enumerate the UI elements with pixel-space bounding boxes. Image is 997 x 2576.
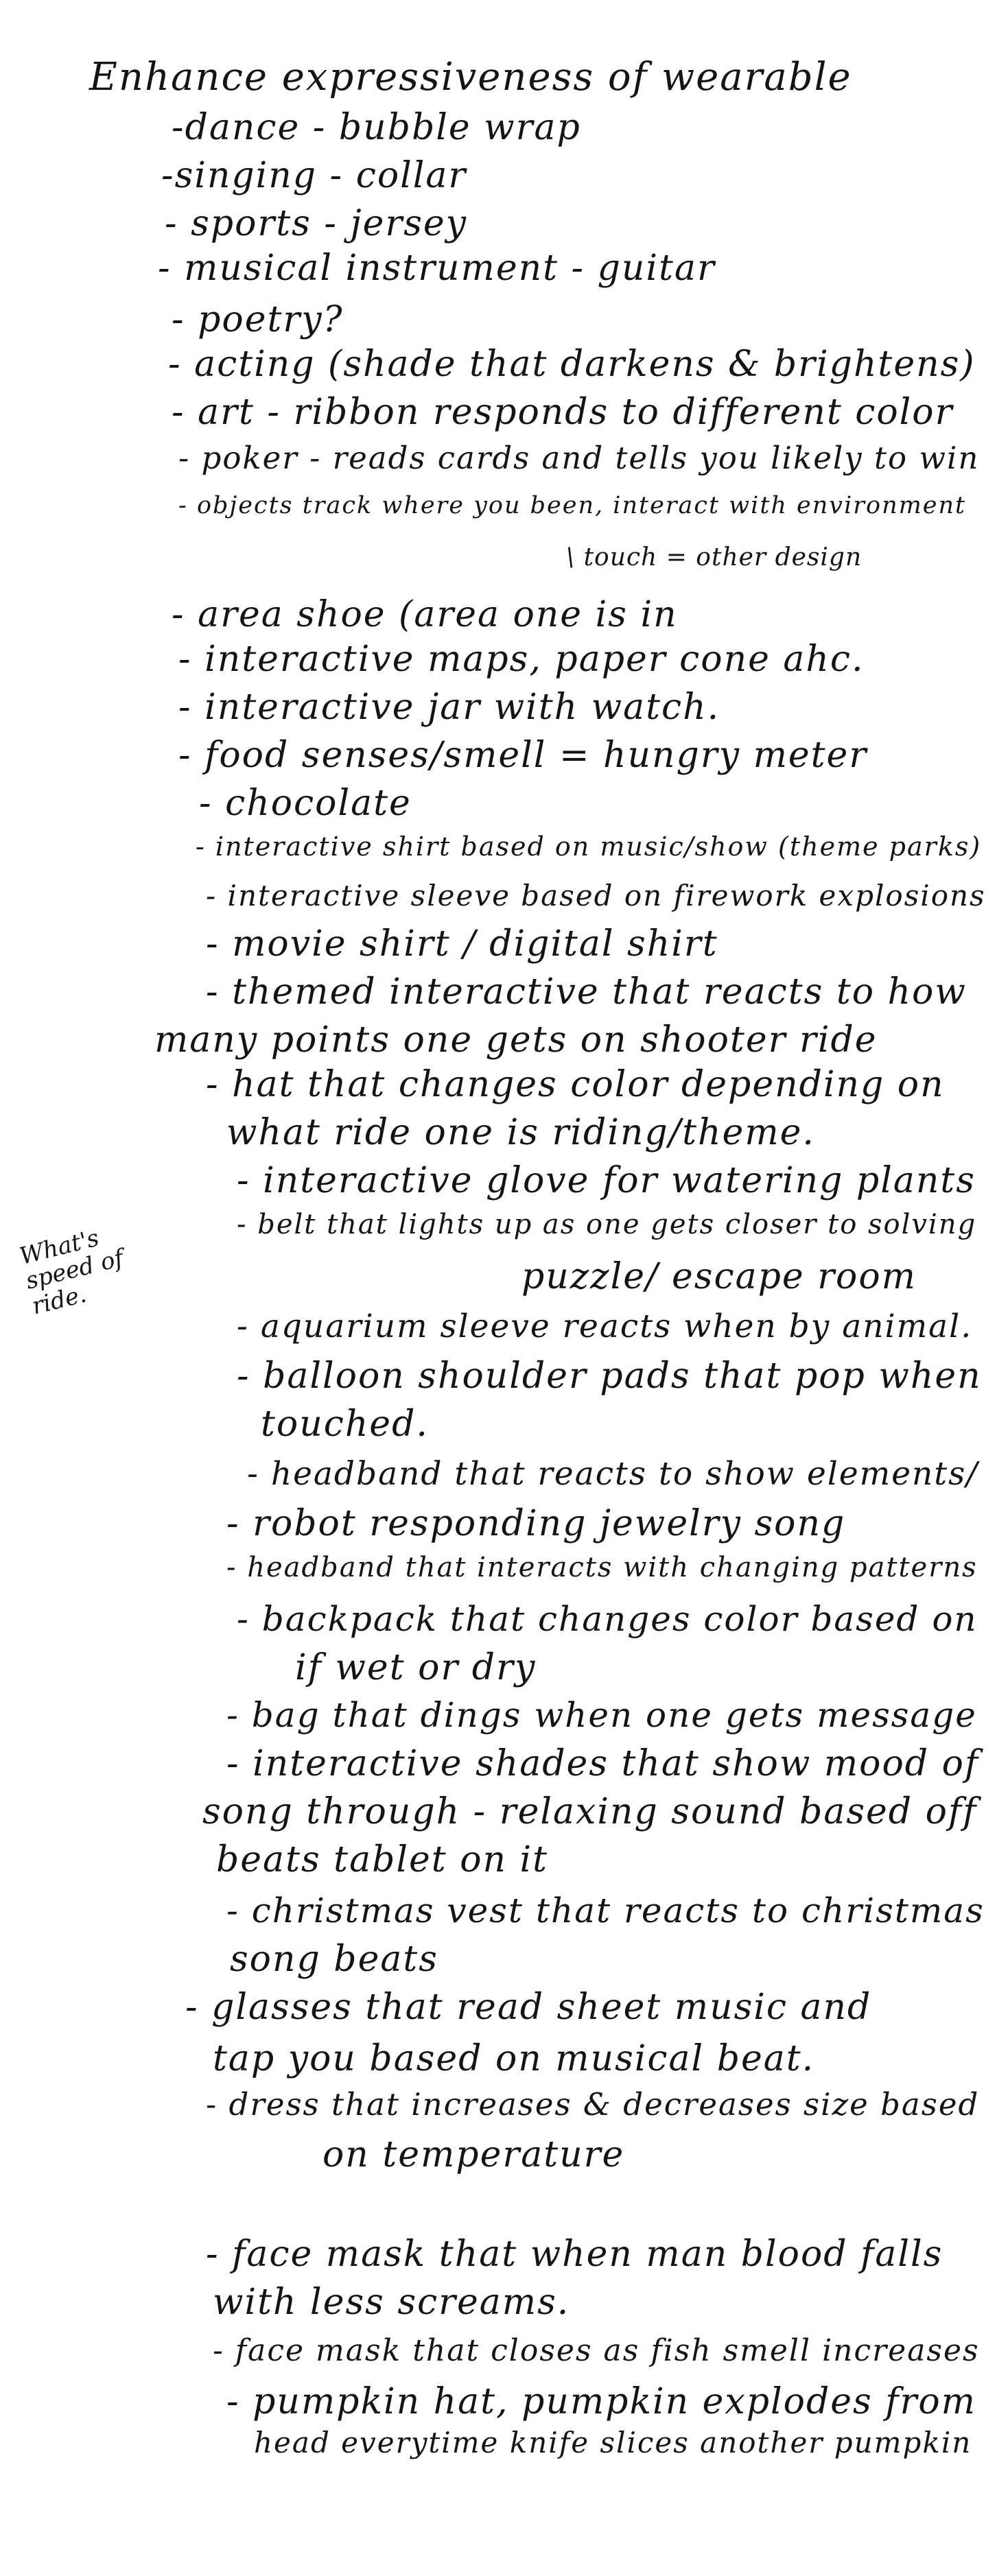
margin-note: What's speed of ride. [16,1224,127,1321]
note-line: with less screams. [213,2282,570,2323]
note-line: - poker - reads cards and tells you likely to win [178,440,980,476]
note-line: - interactive shirt based on music/show (theme parks) [196,831,982,862]
note-line: - hat that changes color depending on [206,1064,945,1105]
note-line: - poetry? [172,299,344,340]
note-line: - interactive jar with watch. [178,687,720,728]
note-line: puzzle/ escape room [521,1256,917,1297]
note-line: - area shoe (area one is in [172,594,678,635]
note-line: tap you based on musical beat. [213,2038,815,2079]
note-line: - dress that increases & decreases size based [206,2086,980,2123]
note-line: \ touch = other design [566,543,863,571]
note-line: on temperature [322,2134,625,2175]
note-line: if wet or dry [295,1647,537,1688]
note-line: - food senses/smell = hungry meter [178,735,868,776]
note-line: head everytime knife slices another pumpkin [254,2426,972,2459]
note-line: - art - ribbon responds to different color [172,392,954,433]
note-line: song through - relaxing sound based off [202,1791,978,1832]
note-line: - pumpkin hat, pumpkin explodes from [226,2381,976,2422]
note-line: - aquarium sleeve reacts when by animal. [237,1308,973,1345]
note-line: -dance - bubble wrap [172,107,581,148]
note-line: - face mask that when man blood falls [206,2234,943,2275]
note-line: - interactive shades that show mood of [226,1743,980,1784]
note-line: - musical instrument - guitar [158,248,716,289]
note-line: - belt that lights up as one gets closer to solving [237,1209,977,1240]
note-line: - interactive maps, paper cone ahc. [178,639,865,680]
note-line: -singing - collar [161,155,467,196]
note-line: - interactive glove for watering plants [237,1160,976,1201]
note-line: - headband that reacts to show elements/ [247,1455,979,1493]
note-line: - face mask that closes as fish smell increases [213,2333,980,2368]
note-line: - themed interactive that reacts to how [206,971,967,1013]
note-line: - headband that interacts with changing patterns [226,1552,978,1583]
note-line: - sports - jersey [165,203,468,244]
note-line: - interactive sleeve based on firework explosions [206,879,986,912]
note-line: - robot responding jewelry song [226,1503,846,1544]
note-line: - christmas vest that reacts to christmas [226,1891,985,1930]
note-line: touched. [261,1404,429,1445]
note-line: - backpack that changes color based on [237,1599,978,1639]
notes-title: Enhance expressiveness of wearable [89,55,852,99]
note-line: - bag that dings when one gets message [226,1695,977,1735]
note-line: - objects track where you been, interact with environment [178,492,967,519]
note-line: - chocolate [199,783,412,824]
note-line: - glasses that read sheet music and [185,1987,872,2028]
note-line: - movie shirt / digital shirt [206,923,718,965]
note-line: what ride one is riding/theme. [226,1112,815,1153]
note-line: song beats [230,1939,438,1980]
note-line: beats tablet on it [216,1839,549,1880]
note-line: - acting (shade that darkens & brightens) [168,344,976,385]
note-line: many points one gets on shooter ride [154,1019,878,1061]
note-line: - balloon shoulder pads that pop when [237,1356,982,1397]
